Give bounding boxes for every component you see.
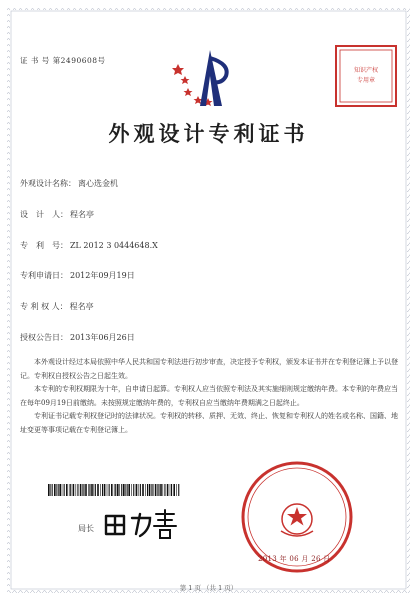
page-number: 第 1 页 （共 1 页）	[179, 584, 238, 592]
svg-text:专用章: 专用章	[356, 77, 376, 84]
sipo-logo-icon	[170, 46, 240, 114]
certificate-title: 外观设计专利证书	[108, 121, 309, 146]
svg-text:知识产权: 知识产权	[353, 67, 379, 74]
patentee-value: 程名亭	[69, 302, 94, 311]
patentee-field	[20, 301, 94, 312]
grant-date-label: 授权公告日：	[20, 333, 68, 342]
grant-date-value: 2013年06月26日	[70, 333, 135, 342]
barcode-icon	[48, 484, 180, 496]
filing-date-field	[20, 270, 135, 281]
patent-number-value: ZL 2012 3 0444648.X	[70, 241, 158, 250]
designer-field	[20, 209, 94, 220]
patent-number-label: 专 利 号：	[20, 241, 68, 250]
patent-number-field	[20, 240, 158, 251]
examination-seal-icon	[330, 40, 402, 112]
designer-label: 设 计 人：	[20, 210, 68, 219]
body-paragraph: 专利证书记载专利权登记时的法律状况。专利权的转移、质押、无效、终止、恢复和专利权人的姓名或名称、国籍、地址变更等事项记载在专利登记簿上。	[20, 412, 398, 434]
body-paragraph: 本外观设计经过本局依照中华人民共和国专利法进行初步审查，决定授予专利权，颁发本证书并在专利登记簿上予以登记。专利权自授权公告之日起生效。	[20, 358, 398, 380]
design-name-label: 外观设计名称：	[20, 179, 76, 188]
patentee-label: 专 利 权 人：	[20, 302, 68, 311]
filing-date-label: 专利申请日：	[20, 271, 68, 280]
filing-date-value: 2012年09月19日	[70, 271, 135, 280]
design-name-value: 离心选金机	[78, 179, 118, 188]
certificate-body	[20, 356, 398, 437]
director-signature-icon	[100, 508, 180, 540]
issue-date-stamp: 2013 年 06 月 26 日	[258, 555, 331, 563]
designer-value: 程名亭	[70, 210, 94, 219]
design-name-field	[20, 178, 118, 189]
director-label: 局长	[78, 524, 94, 533]
certificate-number: 证 书 号 第2490608号	[20, 56, 106, 65]
grant-date-field	[20, 332, 135, 343]
body-paragraph: 本专利的专利权期限为十年，自申请日起算。专利权人应当依照专利法及其实施细则规定缴纳年费。本专利的年费应当在每年09月19日前缴纳。未按照规定缴纳年费的，专利权自应当缴纳年费期满之日起终止。	[20, 385, 398, 407]
